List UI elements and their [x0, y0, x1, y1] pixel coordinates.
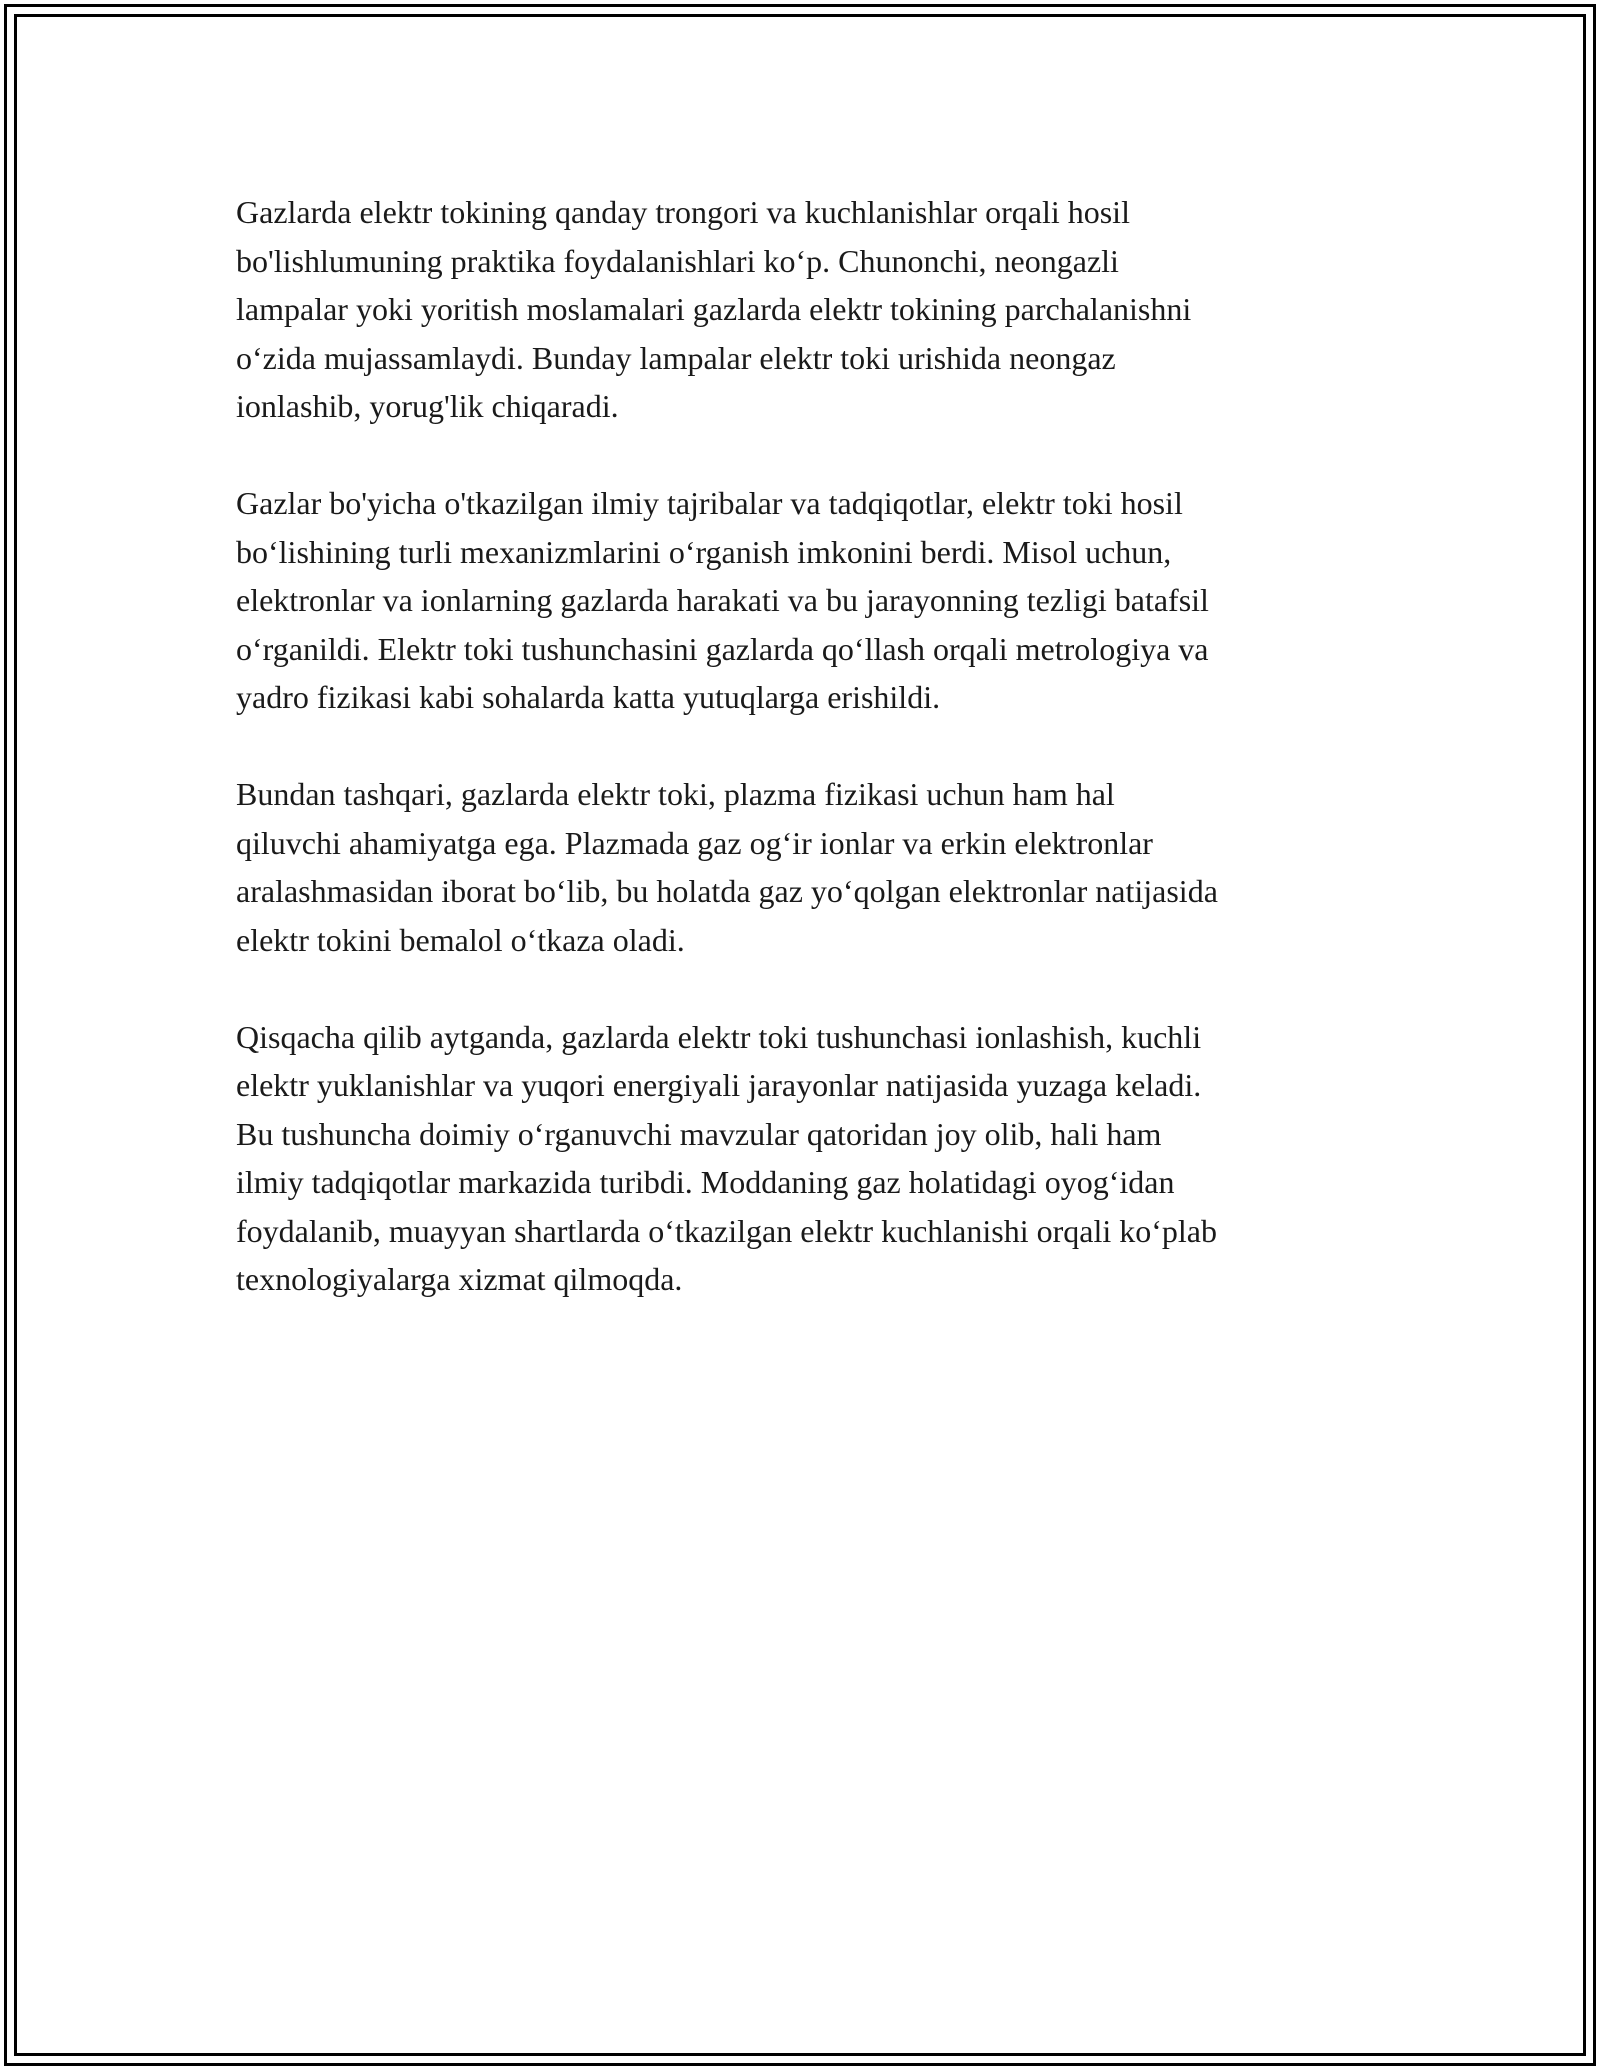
paragraph-2: Gazlar bo'yicha o'tkazilgan ilmiy tajribalar va tadqiqotlar, elektr toki hosil bo‘lishining turli mexanizmlarini o‘rganish imkonini berdi. Misol uchun, elektronlar va ionlarning gazlarda harakati va bu jarayonning tezligi batafsil o‘rganildi. Elektr toki tushunchasini gazlarda qo‘llash orqali metrologiya va yadro fizikasi kabi sohalarda katta yutuqlarga erishildi.	[236, 485, 1209, 715]
paragraph-3: Bundan tashqari, gazlarda elektr toki, plazma fizikasi uchun ham hal qiluvchi ahamiyatga ega. Plazmada gaz og‘ir ionlar va erkin elektronlar aralashmasidan iborat bo‘lib, bu holatda gaz yo‘qolgan elektronlar natijasida elektr tokini bemalol o‘tkaza oladi.	[236, 776, 1218, 958]
document-body	[236, 188, 1376, 1352]
paragraph-4: Qisqacha qilib aytganda, gazlarda elektr toki tushunchasi ionlashish, kuchli elektr yuklanishlar va yuqori energiyali jarayonlar natijasida yuzaga keladi. Bu tushuncha doimiy o‘rganuvchi mavzular qatoridan joy olib, hali ham ilmiy tadqiqotlar markazida turibdi. Moddaning gaz holatidagi oyog‘idan foydalanib, muayyan shartlarda o‘tkazilgan elektr kuchlanishi orqali ko‘plab texnologiyalarga xizmat qilmoqda.	[236, 1018, 1217, 1297]
paragraph-1: Gazlarda elektr tokining qanday trongori va kuchlanishlar orqali hosil bo'lishlumuning praktika foydalanishlari ko‘p. Chunonchi, neongazli lampalar yoki yoritish moslamalari gazlarda elektr tokining parchalanishni o‘zida mujassamlaydi. Bunday lampalar elektr toki urishida neongaz ionlashib, yorug'lik chiqaradi.	[236, 194, 1192, 424]
